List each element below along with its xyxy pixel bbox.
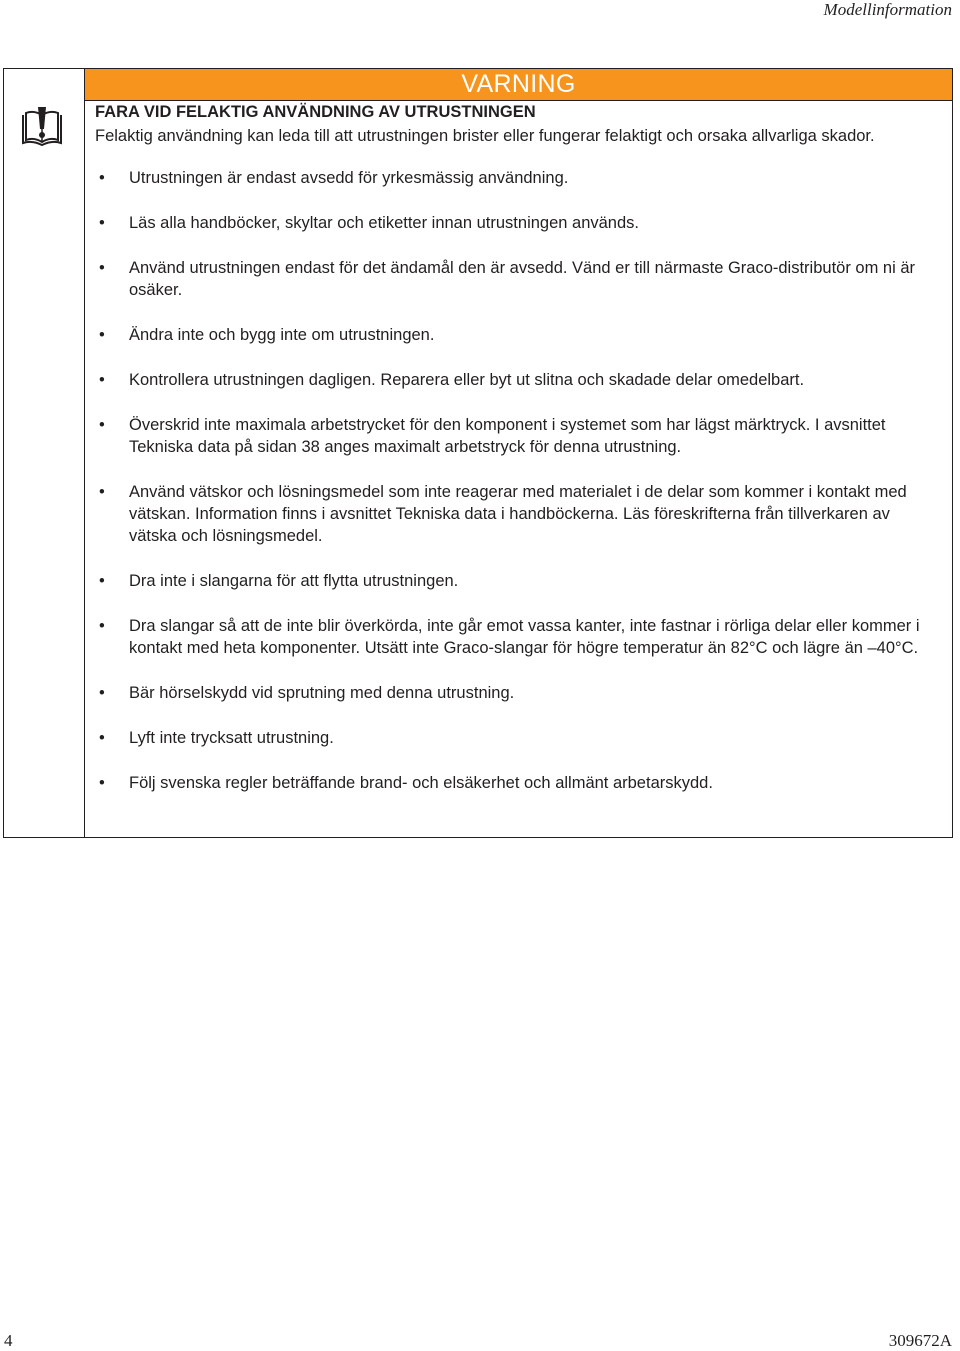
list-item: • Bär hörselskydd vid sprutning med denna utrustning. xyxy=(99,684,515,702)
bullet-icon: • xyxy=(99,617,105,635)
warning-icon-column xyxy=(4,69,85,837)
hazard-intro: Felaktig användning kan leda till att utrustningen brister eller fungerar felaktigt och orsaka allvarliga skador. xyxy=(95,127,875,145)
list-item: • Lyft inte trycksatt utrustning. xyxy=(99,729,334,747)
list-item: • Kontrollera utrustningen dagligen. Reparera eller byt ut slitna och skadade delar omedelbart. xyxy=(99,371,805,389)
warning-box xyxy=(3,68,953,838)
bullet-icon: • xyxy=(99,169,105,187)
warning-content xyxy=(95,101,940,817)
list-item: • Följ svenska regler beträffande brand- och elsäkerhet och allmänt arbetarskydd. xyxy=(99,774,713,792)
bullet-icon: • xyxy=(99,483,105,501)
bullet-icon: • xyxy=(99,214,105,232)
bullet-icon: • xyxy=(99,326,105,344)
running-header: Modellinformation xyxy=(823,0,952,19)
document-number: 309672A xyxy=(888,1331,952,1350)
bullet-icon: • xyxy=(99,371,105,389)
list-item: • Utrustningen är endast avsedd för yrkesmässig användning. xyxy=(99,169,569,187)
list-item: • Läs alla handböcker, skyltar och etiketter innan utrustningen används. xyxy=(99,214,639,232)
list-item: • Använd vätskor och lösningsmedel som inte reagerar med materialet i de delar som kommer i kontakt med vätskan. Information finns i avsnittet Tekniska data i handböckerna. Läs föreskrifterna från tillverkaren av vätska och lösningsmedel. xyxy=(99,483,907,545)
page-number: 4 xyxy=(4,1331,13,1350)
list-item: • Använd utrustningen endast för det ändamål den är avsedd. Vänd er till närmaste Graco-distributör om ni är osäker. xyxy=(99,259,916,299)
bullet-icon: • xyxy=(99,416,105,434)
read-manual-warning-icon xyxy=(20,107,64,149)
list-item: • Överskrid inte maximala arbetstrycket för den komponent i systemet som har lägst märktryck. I avsnittet Tekniska data på sidan 38 anges maximalt arbetstryck för denna utrustning. xyxy=(99,416,886,456)
bullet-icon: • xyxy=(99,684,105,702)
hazard-title: FARA VID FELAKTIG ANVÄNDNING AV UTRUSTNINGEN xyxy=(95,103,536,121)
list-item: • Dra slangar så att de inte blir överkörda, inte går emot vassa kanter, inte fastnar i rörliga delar eller kommer i kontakt med heta komponenter. Utsätt inte Graco-slangar för högre temperatur än 82°C och lägre än –40°C. xyxy=(99,617,920,657)
bullet-icon: • xyxy=(99,774,105,792)
warning-banner: VARNING xyxy=(85,69,952,101)
bullet-icon: • xyxy=(99,729,105,747)
warning-list xyxy=(95,167,940,794)
list-item: • Dra inte i slangarna för att flytta utrustningen. xyxy=(99,572,459,590)
bullet-icon: • xyxy=(99,572,105,590)
list-item: • Ändra inte och bygg inte om utrustningen. xyxy=(99,326,435,344)
bullet-icon: • xyxy=(99,259,105,277)
